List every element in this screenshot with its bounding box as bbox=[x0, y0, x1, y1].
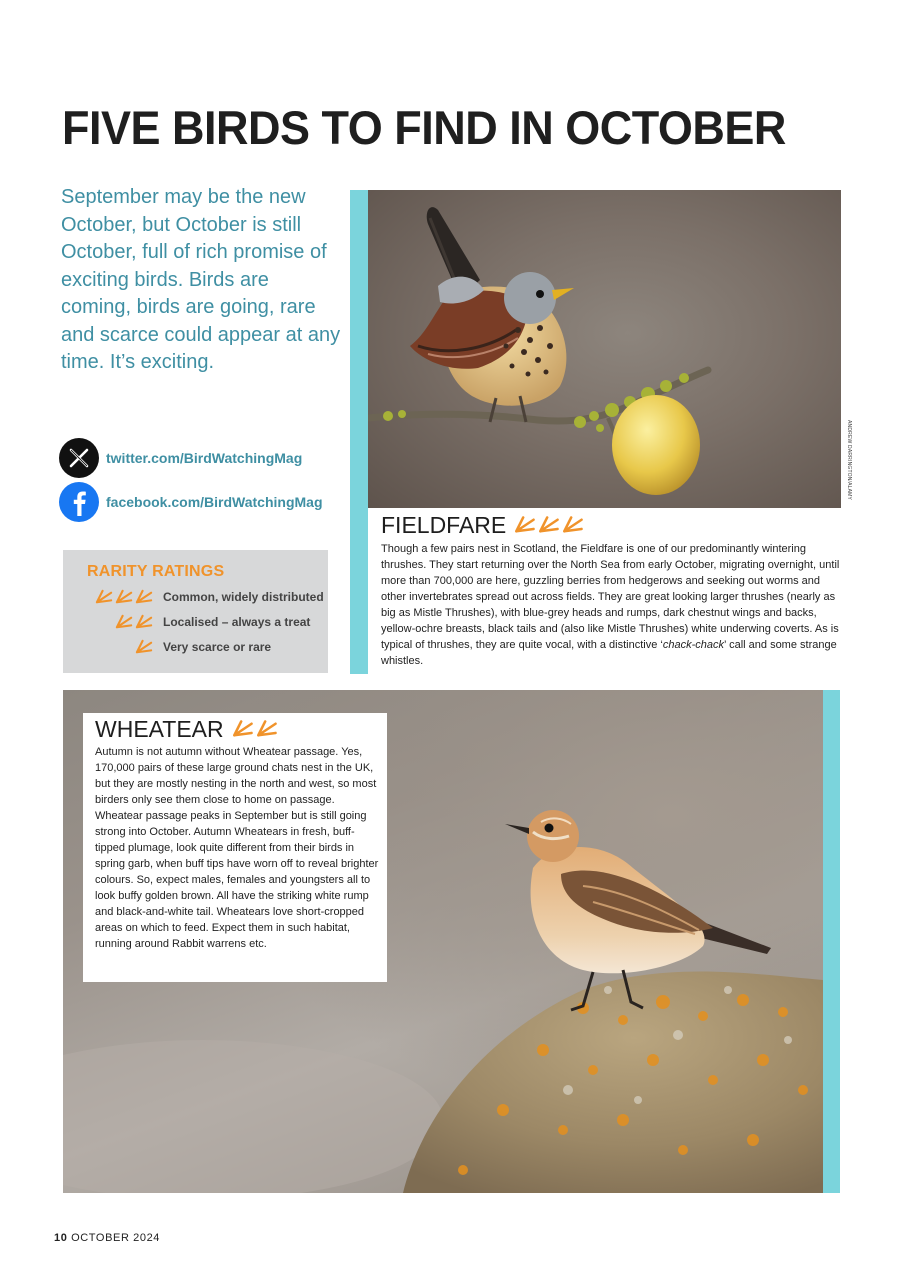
description-text: Though a few pairs nest in Scotland, the Fieldfare is one of our predominantly wintering thrushes. They start returning over the North Sea from early October, migrating overnight, until more than 700,000 are here, guzzling berries from hedgerows and seeking out worms and other invertebrates spread out across fields. They are great looking larger thrushes (nearly as big as Mistle Thrushes), with blue-grey heads and rumps, dark chestnut wings and backs, yellow-ochre breasts, black tails and (also like Mistle Thrushes) white underwing coverts. As is typical of thrushes, they are quite vocal, with a distinctive ‘ bbox=[381, 543, 840, 651]
species-name: FIELDFARE bbox=[381, 512, 507, 538]
bird-track-icon bbox=[538, 514, 561, 537]
species-name: WHEATEAR bbox=[95, 716, 224, 742]
rating-marks bbox=[83, 613, 155, 632]
bird-track-icon bbox=[135, 638, 154, 657]
rarity-label: Localised – always a treat bbox=[163, 615, 311, 629]
fieldfare-illustration bbox=[368, 190, 841, 508]
teal-accent-bar bbox=[350, 190, 368, 674]
page-footer bbox=[54, 1232, 160, 1244]
x-twitter-icon[interactable] bbox=[59, 438, 99, 478]
bird-track-icon bbox=[135, 613, 154, 632]
wheatear-section bbox=[95, 716, 379, 952]
species-heading bbox=[381, 512, 846, 539]
fieldfare-photo bbox=[368, 190, 841, 508]
description-text-end: ’ call and some strange whistles. bbox=[381, 639, 837, 667]
rarity-label: Common, widely distributed bbox=[163, 590, 324, 604]
page-number: 10 bbox=[54, 1232, 68, 1244]
species-description: Autumn is not autumn without Wheatear passage. Yes, 170,000 pairs of these large ground chats nest in the UK, but they are mostly nesting in the north and west, so most birders only see them close to home on passage. Wheatear passage peaks in September but is still going strong into October. Autumn Wheatears in fresh, buff-tipped plumage, look quite different from their birds in spring garb, when buff tips have worn off to reveal brighter colours. So, expect males, females and youngsters all to look buffy golden brown. All have the striking white rump and black-and-white tail. Wheatears love short-cropped areas on which to feed. Expect them in such habitat, running around Rabbit warrens etc. bbox=[95, 746, 379, 950]
bird-track-icon bbox=[115, 613, 134, 632]
bird-track-icon bbox=[256, 718, 279, 741]
rating-marks bbox=[83, 588, 155, 607]
twitter-link-row[interactable] bbox=[59, 438, 349, 478]
fieldfare-section bbox=[381, 512, 846, 669]
rarity-row-rare bbox=[83, 636, 271, 658]
page-title: FIVE BIRDS TO FIND IN OCTOBER bbox=[62, 100, 786, 155]
species-description bbox=[381, 541, 846, 669]
teal-accent-bar-right bbox=[823, 690, 840, 1193]
species-heading bbox=[95, 716, 379, 743]
twitter-link[interactable]: twitter.com/BirdWatchingMag bbox=[106, 450, 303, 466]
rarity-row-common bbox=[83, 586, 324, 608]
rarity-label: Very scarce or rare bbox=[163, 640, 272, 654]
rarity-row-localised bbox=[83, 611, 310, 633]
bird-track-icon bbox=[514, 514, 537, 537]
bird-track-icon bbox=[232, 718, 255, 741]
call-text: chack-chack bbox=[662, 639, 724, 651]
rating-marks bbox=[514, 514, 586, 537]
facebook-icon[interactable] bbox=[59, 482, 99, 522]
intro-paragraph: September may be the new October, but October is still October, full of rich promise of exciting birds. Birds are coming, birds are going, rare and scarce could appear at any time. It’s exciting. bbox=[61, 186, 341, 373]
issue-date: OCTOBER 2024 bbox=[71, 1232, 161, 1244]
bird-track-icon bbox=[562, 514, 585, 537]
bird-track-icon bbox=[95, 588, 114, 607]
rating-marks bbox=[83, 638, 155, 657]
bird-track-icon bbox=[115, 588, 134, 607]
wheatear-text-box bbox=[83, 713, 387, 982]
facebook-link[interactable]: facebook.com/BirdWatchingMag bbox=[106, 494, 323, 510]
rarity-ratings-box bbox=[63, 550, 328, 673]
fieldfare-photo-credit: ANDREW DARRINGTON/ALAMY bbox=[846, 420, 852, 501]
bird-track-icon bbox=[135, 588, 154, 607]
rating-marks bbox=[232, 718, 280, 741]
facebook-link-row[interactable] bbox=[59, 482, 349, 522]
rarity-title: RARITY RATINGS bbox=[87, 563, 225, 580]
